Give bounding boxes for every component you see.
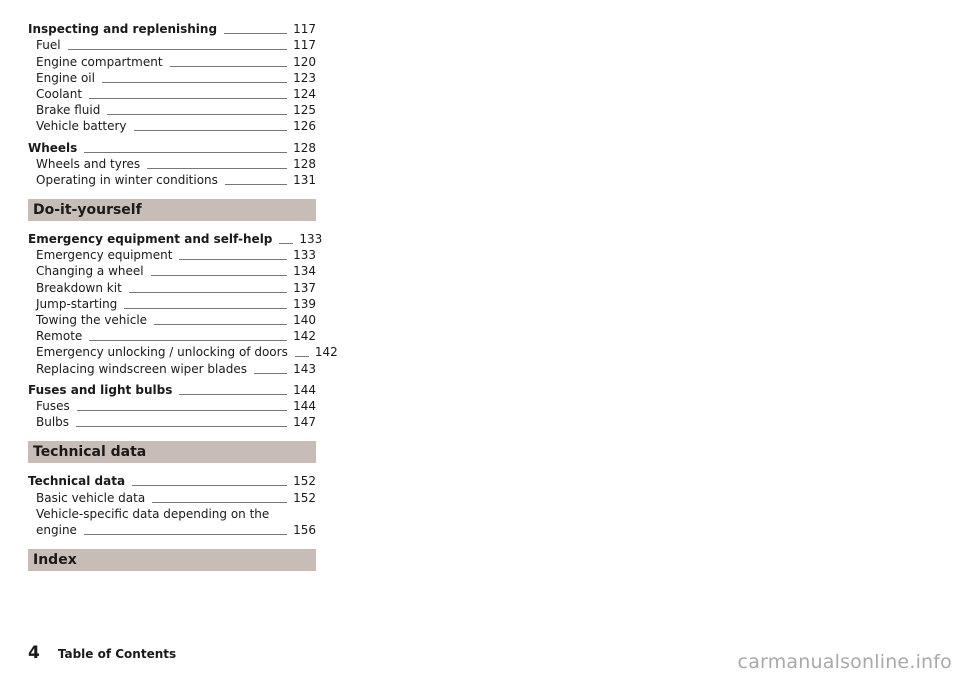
toc-entry[interactable] (28, 398, 316, 414)
toc-entry[interactable] (28, 86, 316, 102)
leader-line (152, 502, 287, 503)
toc-page-number: 142 (293, 329, 316, 344)
toc-entry-title: Fuel (36, 38, 61, 53)
toc-entry[interactable] (28, 296, 316, 312)
toc-entry[interactable] (28, 414, 316, 430)
toc-entry[interactable] (28, 172, 316, 188)
leader-line (134, 130, 288, 131)
section-header: Do-it-yourself (28, 199, 316, 221)
toc-page-number: 133 (293, 248, 316, 263)
toc-entry-line1[interactable] (28, 506, 316, 522)
toc-entry-title: Fuses (36, 398, 70, 413)
toc-entry[interactable] (28, 53, 316, 69)
toc-entry-title: Emergency equipment and self-help (28, 232, 273, 247)
leader-line (279, 243, 293, 244)
toc-chapter-entry[interactable] (28, 21, 316, 37)
toc-page-number: 137 (293, 280, 316, 295)
page-number: 4 (28, 643, 40, 663)
toc-page-number: 125 (293, 103, 316, 118)
toc-entry-title: Bulbs (36, 415, 70, 430)
toc-page-number: 117 (293, 22, 316, 37)
leader-line (124, 308, 287, 309)
toc-entry-title: Engine oil (36, 70, 95, 85)
leader-line (254, 373, 287, 374)
toc-entry-title: Vehicle battery (36, 119, 127, 134)
toc-entry[interactable] (28, 263, 316, 279)
section-header: Index (28, 549, 316, 571)
toc-entry[interactable] (28, 118, 316, 134)
leader-line (89, 340, 287, 341)
toc-page-number: 140 (293, 313, 316, 327)
toc-chapter-entry[interactable] (28, 139, 316, 155)
watermark: carmanualsonline.info (737, 651, 952, 673)
toc-entry-title: Wheels and tyres (36, 156, 141, 171)
toc-entry-title: Inspecting and replenishing (28, 22, 218, 37)
page-footer (28, 643, 176, 663)
toc-entry[interactable] (28, 156, 316, 172)
toc-entry[interactable] (28, 522, 316, 538)
toc-page-number: 128 (293, 140, 316, 155)
toc-entry-title: Vehicle-specific data depending on the (36, 506, 270, 521)
leader-line (77, 410, 287, 411)
toc-page-number: 147 (293, 415, 316, 430)
leader-line (151, 275, 287, 276)
leader-line (132, 485, 287, 486)
toc-entry[interactable] (28, 360, 316, 376)
leader-line (129, 292, 287, 293)
toc-entry[interactable] (28, 344, 338, 360)
toc-entry[interactable] (28, 312, 316, 328)
leader-line (179, 394, 287, 395)
leader-line (147, 168, 287, 169)
toc-entry[interactable] (28, 102, 316, 118)
leader-line (84, 152, 287, 153)
toc-page-number: 123 (293, 70, 316, 85)
toc-entry-title: Towing the vehicle (36, 313, 148, 327)
toc-chapter-entry[interactable] (28, 473, 316, 489)
toc-entry-title: Breakdown kit (36, 280, 122, 295)
toc-page-number: 156 (293, 522, 316, 537)
leader-line (224, 33, 287, 34)
leader-line (107, 114, 287, 115)
toc-entry-title: Brake fluid (36, 103, 101, 118)
toc-entry[interactable] (28, 247, 316, 263)
leader-line (102, 82, 287, 83)
toc-page-number: 134 (293, 264, 316, 279)
toc-page-number: 143 (293, 361, 316, 376)
toc-page-number: 152 (293, 490, 316, 505)
toc-page-number: 144 (293, 398, 316, 413)
leader-line (179, 259, 287, 260)
leader-line (225, 184, 287, 185)
section-header: Technical data (28, 441, 316, 463)
toc-entry-title: Emergency unlocking / unlocking of doors (36, 345, 288, 360)
toc-entry-title: Fuses and light bulbs (28, 382, 173, 397)
leader-line (170, 66, 288, 67)
toc-chapter-entry[interactable] (28, 382, 316, 398)
toc-entry-title: Replacing windscreen wiper blades (36, 361, 247, 376)
toc-entry-title: Coolant (36, 86, 83, 101)
toc-entry-title: Remote (36, 329, 83, 344)
leader-line (89, 98, 287, 99)
toc-page-number: 152 (293, 474, 316, 489)
toc-entry-title: Emergency equipment (36, 248, 173, 263)
toc-entry[interactable] (28, 328, 316, 344)
toc-page-number: 142 (314, 345, 338, 360)
toc-entry-title: engine (36, 522, 77, 537)
toc-entry[interactable] (28, 70, 316, 86)
toc-entry[interactable] (28, 37, 316, 53)
toc-entry-title: Operating in winter conditions (36, 172, 218, 187)
toc-page-number: 139 (293, 296, 316, 311)
toc-page-number: 126 (293, 119, 316, 134)
toc-chapter-entry[interactable] (28, 231, 323, 247)
toc-page-number: 133 (299, 232, 323, 247)
toc-page-number: 120 (293, 54, 316, 69)
toc-entry-title: Jump-starting (36, 296, 118, 311)
leader-line (68, 49, 288, 50)
toc-entry-title: Basic vehicle data (36, 490, 146, 505)
footer-title: Table of Contents (57, 647, 177, 661)
toc-page-number: 131 (293, 172, 316, 187)
leader-line (295, 356, 309, 357)
toc-entry[interactable] (28, 279, 316, 295)
toc-page-number: 128 (293, 156, 316, 171)
leader-line (154, 324, 287, 325)
toc-entry-title: Changing a wheel (36, 264, 144, 279)
leader-line (76, 426, 287, 427)
toc-page-number: 144 (293, 382, 316, 397)
toc-page-number: 124 (293, 86, 316, 101)
toc-entry-title: Wheels (28, 140, 78, 155)
toc-entry[interactable] (28, 489, 316, 505)
toc-entry-title: Engine compartment (36, 54, 163, 69)
table-of-contents (28, 21, 338, 581)
leader-line (84, 534, 287, 535)
toc-entry-title: Technical data (28, 474, 126, 489)
toc-page-number: 117 (293, 38, 316, 53)
